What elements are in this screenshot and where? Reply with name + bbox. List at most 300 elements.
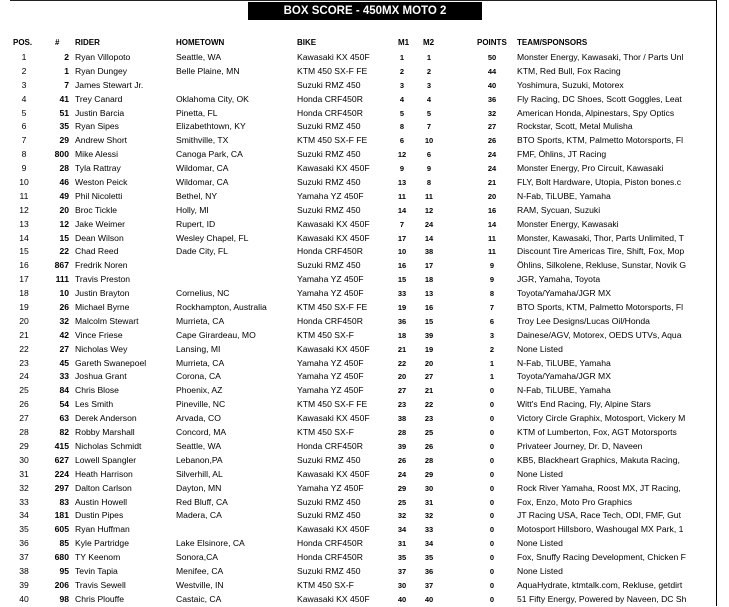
table-row <box>0 301 716 315</box>
cell-pos: 21 <box>19 329 29 340</box>
cell-m1: 40 <box>397 594 407 604</box>
cell-points: 32 <box>487 108 497 118</box>
cell-rider: Phil Nicoletti <box>75 190 123 201</box>
cell-m1: 7 <box>399 219 405 229</box>
cell-team: JT Racing USA, Race Tech, ODI, FMF, Gut <box>517 510 681 521</box>
cell-hometown: Corona, CA <box>176 371 221 382</box>
cell-number: 35 <box>59 121 69 132</box>
cell-bike: Yamaha YZ 450F <box>297 357 364 368</box>
cell-team: Öhlins, Silkolene, Rekluse, Sunstar, Novik G <box>517 260 687 271</box>
cell-m2: 13 <box>424 289 434 299</box>
cell-m1: 29 <box>397 483 407 493</box>
cell-rider: Vince Friese <box>75 329 123 340</box>
cell-team: Discount Tire Americas Tire, Shift, Fox, Mop <box>517 246 685 257</box>
table-row <box>0 79 716 93</box>
cell-points: 9 <box>489 261 495 271</box>
table-row <box>0 190 716 204</box>
cell-m1: 28 <box>397 428 407 438</box>
cell-rider: Ryan Villopoto <box>75 52 131 62</box>
cell-bike: Kawasaki KX 450F <box>297 524 370 535</box>
cell-rider: Dean Wilson <box>75 232 124 243</box>
cell-rider: Kyle Partridge <box>75 538 129 549</box>
header-rider: RIDER <box>75 38 100 47</box>
cell-hometown: Murrieta, CA <box>176 315 225 326</box>
cell-rider: Weston Peick <box>75 177 128 188</box>
cell-number: 45 <box>59 357 69 368</box>
cell-m2: 40 <box>424 594 434 604</box>
cell-team: KB5, Blackheart Graphics, Makuta Racing, <box>517 454 680 465</box>
cell-rider: Ryan Dungey <box>75 65 128 76</box>
cell-m2: 29 <box>424 469 434 479</box>
cell-number: 98 <box>59 593 69 604</box>
cell-pos: 32 <box>19 482 29 493</box>
cell-rider: Michael Byrne <box>75 302 130 313</box>
cell-rider: Nicholas Schmidt <box>75 440 142 451</box>
cell-team: BTO Sports, KTM, Palmetto Motorsports, Fl <box>517 302 684 313</box>
cell-hometown: Canoga Park, CA <box>176 149 243 160</box>
cell-pos: 27 <box>19 413 29 424</box>
cell-points: 0 <box>489 400 495 410</box>
cell-team: Privateer Journey, Dr. D, Naveen <box>517 440 643 451</box>
cell-points: 0 <box>489 414 495 424</box>
cell-pos: 12 <box>19 204 29 215</box>
cell-number: 54 <box>59 399 69 410</box>
cell-team: Motosport Hillsboro, Washougal MX Park, 1 <box>517 524 684 535</box>
cell-bike: Kawasaki KX 450F <box>297 468 370 479</box>
cell-hometown: Seattle, WA <box>176 52 222 62</box>
cell-m1: 10 <box>397 247 407 257</box>
cell-team: Toyota/Yamaha/JGR MX <box>517 288 611 299</box>
cell-bike: Suzuki RMZ 450 <box>297 454 361 465</box>
cell-pos: 8 <box>21 149 27 160</box>
cell-pos: 23 <box>19 357 29 368</box>
cell-rider: Justin Barcia <box>75 107 125 118</box>
cell-pos: 17 <box>19 274 29 285</box>
right-rule <box>716 0 717 606</box>
cell-points: 2 <box>489 344 495 354</box>
cell-m1: 8 <box>399 122 405 132</box>
cell-hometown: Murrieta, CA <box>176 357 225 368</box>
cell-bike: Kawasaki KX 450F <box>297 343 370 354</box>
cell-rider: Tyla Rattray <box>75 163 121 174</box>
cell-m1: 20 <box>397 372 407 382</box>
header-pos: POS. <box>13 38 33 47</box>
cell-bike: Honda CRF450R <box>297 93 363 104</box>
cell-number: 26 <box>59 302 69 313</box>
cell-hometown: Lebanon,PA <box>176 454 223 465</box>
cell-bike: Yamaha YZ 450F <box>297 288 364 299</box>
cell-team: KTM of Lumberton, Fox, AGT Motorsports <box>517 427 677 438</box>
table-row <box>0 315 716 329</box>
table-row <box>0 384 716 398</box>
cell-number: 111 <box>55 274 69 285</box>
cell-m2: 20 <box>424 358 434 368</box>
cell-rider: Trey Canard <box>75 93 123 104</box>
cell-rider: Robby Marshall <box>75 427 135 438</box>
cell-m2: 15 <box>424 316 434 326</box>
cell-hometown: Arvada, CO <box>176 413 221 424</box>
cell-bike: Yamaha YZ 450F <box>297 482 364 493</box>
cell-m2: 36 <box>424 566 434 576</box>
table-row <box>0 482 716 496</box>
cell-team: Witt's End Racing, Fly, Alpine Stars <box>517 399 651 410</box>
cell-rider: Andrew Short <box>75 135 128 146</box>
cell-m2: 1 <box>426 53 432 62</box>
cell-points: 7 <box>489 303 495 313</box>
table-row <box>0 148 716 162</box>
cell-m1: 36 <box>397 316 407 326</box>
cell-rider: Gareth Swanepoel <box>75 357 147 368</box>
cell-m1: 5 <box>399 108 405 118</box>
cell-m2: 28 <box>424 455 434 465</box>
cell-bike: Yamaha YZ 450F <box>297 371 364 382</box>
cell-m1: 33 <box>397 289 407 299</box>
cell-hometown: Elizabethtown, KY <box>176 121 246 132</box>
cell-bike: Kawasaki KX 450F <box>297 232 370 243</box>
cell-m2: 23 <box>424 414 434 424</box>
cell-m1: 24 <box>397 469 407 479</box>
cell-bike: Honda CRF450R <box>297 246 363 257</box>
cell-m1: 12 <box>397 150 407 160</box>
cell-number: 7 <box>64 79 69 90</box>
cell-number: 1 <box>64 65 69 76</box>
cell-pos: 22 <box>19 343 29 354</box>
cell-points: 6 <box>489 316 495 326</box>
cell-rider: Travis Sewell <box>75 579 126 590</box>
top-rule <box>10 0 716 1</box>
cell-number: 29 <box>59 135 69 146</box>
cell-number: 85 <box>59 538 69 549</box>
cell-points: 0 <box>489 386 495 396</box>
cell-m2: 7 <box>426 122 432 132</box>
cell-points: 11 <box>488 247 496 257</box>
cell-rider: Dalton Carlson <box>75 482 132 493</box>
cell-rider: Chris Blose <box>75 385 119 396</box>
cell-number: 627 <box>54 454 69 465</box>
table-row <box>0 343 716 357</box>
header-m1: M1 <box>398 38 410 47</box>
cell-team: Monster Energy, Kawasaki <box>517 218 619 229</box>
cell-bike: Kawasaki KX 450F <box>297 593 370 604</box>
cell-points: 0 <box>489 580 495 590</box>
cell-m2: 35 <box>424 553 434 563</box>
cell-points: 0 <box>489 428 495 438</box>
cell-team: Rockstar, Scott, Metal Mulisha <box>517 121 633 132</box>
cell-pos: 11 <box>19 190 29 201</box>
cell-points: 21 <box>487 178 497 188</box>
cell-m1: 16 <box>397 261 407 271</box>
cell-hometown: Belle Plaine, MN <box>176 65 240 76</box>
table-row <box>0 370 716 384</box>
cell-pos: 37 <box>19 552 29 563</box>
cell-m1: 19 <box>397 303 407 313</box>
cell-hometown: Smithville, TX <box>176 135 229 146</box>
table-row <box>0 162 716 176</box>
cell-points: 14 <box>487 219 497 229</box>
cell-rider: Justin Brayton <box>75 288 130 299</box>
cell-m2: 9 <box>426 164 432 174</box>
cell-hometown: Dayton, MN <box>176 482 222 493</box>
table-row <box>0 273 716 287</box>
cell-number: 83 <box>59 496 69 507</box>
cell-points: 0 <box>489 455 495 465</box>
table-row <box>0 412 716 426</box>
cell-rider: Tevin Tapia <box>75 565 118 576</box>
table-row <box>0 537 716 551</box>
cell-number: 32 <box>59 315 69 326</box>
cell-points: 0 <box>489 511 495 521</box>
cell-m2: 30 <box>424 483 434 493</box>
cell-team: American Honda, Alpinestars, Spy Optics <box>517 107 675 118</box>
cell-bike: Suzuki RMZ 450 <box>297 121 361 132</box>
cell-points: 24 <box>487 150 497 160</box>
cell-team: FMF, Öhlins, JT Racing <box>517 149 607 160</box>
table-row <box>0 134 716 148</box>
table-row <box>0 204 716 218</box>
cell-bike: Suzuki RMZ 450 <box>297 496 361 507</box>
cell-team: Troy Lee Designs/Lucas Oil/Honda <box>517 315 650 326</box>
table-row <box>0 93 716 107</box>
cell-m2: 31 <box>424 497 434 507</box>
cell-hometown: Oklahoma City, OK <box>176 93 249 104</box>
cell-m1: 30 <box>397 580 407 590</box>
cell-pos: 9 <box>21 163 27 174</box>
cell-rider: Nicholas Wey <box>75 343 128 354</box>
table-row <box>0 398 716 412</box>
cell-pos: 16 <box>19 260 29 271</box>
table-row <box>0 357 716 371</box>
cell-m2: 25 <box>424 428 434 438</box>
cell-pos: 5 <box>21 107 27 118</box>
cell-bike: Suzuki RMZ 450 <box>297 565 361 576</box>
cell-m1: 17 <box>397 233 407 243</box>
cell-rider: TY Keenom <box>75 552 121 563</box>
cell-number: 181 <box>54 510 69 521</box>
cell-bike: KTM 450 SX-F FE <box>297 135 368 146</box>
table-row <box>0 65 716 79</box>
cell-points: 24 <box>487 164 497 174</box>
cell-points: 26 <box>487 136 497 146</box>
cell-m1: 18 <box>397 330 407 340</box>
cell-pos: 25 <box>19 385 29 396</box>
cell-points: 0 <box>489 483 495 493</box>
cell-hometown: Castaic, CA <box>176 593 222 604</box>
cell-m1: 39 <box>397 441 407 451</box>
table-row <box>0 426 716 440</box>
cell-team: Fox, Snuffy Racing Development, Chicken F <box>517 552 686 563</box>
cell-m1: 1 <box>399 53 405 62</box>
cell-pos: 33 <box>19 496 29 507</box>
cell-points: 1 <box>489 358 495 368</box>
cell-m2: 18 <box>424 275 434 285</box>
cell-hometown: Silverhill, AL <box>176 468 223 479</box>
cell-points: 0 <box>489 441 495 451</box>
cell-points: 0 <box>489 553 495 563</box>
cell-m2: 8 <box>426 178 432 188</box>
cell-pos: 24 <box>19 371 29 382</box>
cell-pos: 18 <box>19 288 29 299</box>
cell-pos: 20 <box>19 315 29 326</box>
cell-number: 206 <box>54 579 69 590</box>
cell-team: KTM, Red Bull, Fox Racing <box>517 65 621 76</box>
cell-bike: Honda CRF450R <box>297 315 363 326</box>
cell-m1: 37 <box>397 566 407 576</box>
cell-hometown: Cornelius, NC <box>176 288 230 299</box>
cell-m1: 2 <box>399 66 405 76</box>
cell-pos: 3 <box>21 79 27 90</box>
cell-m1: 14 <box>397 205 407 215</box>
cell-bike: KTM 450 SX-F FE <box>297 302 368 313</box>
cell-points: 0 <box>489 539 495 549</box>
cell-m2: 4 <box>426 94 432 104</box>
cell-bike: KTM 450 SX-F FE <box>297 65 368 76</box>
cell-hometown: Holly, MI <box>176 204 209 215</box>
cell-team: Yoshimura, Suzuki, Motorex <box>517 79 624 90</box>
cell-hometown: Cape Girardeau, MO <box>176 329 256 340</box>
header-m2: M2 <box>423 38 435 47</box>
cell-bike: Suzuki RMZ 450 <box>297 149 361 160</box>
cell-m2: 32 <box>424 511 434 521</box>
cell-rider: Jake Weimer <box>75 218 125 229</box>
cell-hometown: Sonora,CA <box>176 552 219 563</box>
cell-m2: 27 <box>424 372 434 382</box>
cell-points: 50 <box>487 53 497 62</box>
cell-points: 16 <box>487 205 497 215</box>
cell-hometown: Rupert, ID <box>176 218 216 229</box>
cell-m2: 22 <box>424 400 434 410</box>
cell-pos: 28 <box>19 427 29 438</box>
cell-points: 0 <box>489 525 495 535</box>
cell-number: 415 <box>54 440 69 451</box>
cell-hometown: Menifee, CA <box>176 565 224 576</box>
cell-points: 0 <box>489 497 495 507</box>
cell-pos: 34 <box>19 510 29 521</box>
cell-team: Monster Energy, Pro Circuit, Kawasaki <box>517 163 664 174</box>
cell-pos: 7 <box>21 135 27 146</box>
cell-m1: 32 <box>397 511 407 521</box>
cell-m2: 19 <box>424 344 434 354</box>
header-hometown: HOMETOWN <box>176 38 225 47</box>
cell-hometown: Pineville, NC <box>176 399 226 410</box>
cell-bike: KTM 450 SX-F <box>297 579 354 590</box>
cell-team: N-Fab, TiLUBE, Yamaha <box>517 357 611 368</box>
cell-rider: Chad Reed <box>75 246 119 257</box>
cell-m1: 6 <box>399 136 405 146</box>
cell-points: 40 <box>487 80 497 90</box>
table-row <box>0 287 716 301</box>
cell-m1: 27 <box>397 386 407 396</box>
cell-number: 27 <box>59 343 69 354</box>
cell-team: BTO Sports, KTM, Palmetto Motorsports, Fl <box>517 135 684 146</box>
cell-team: None Listed <box>517 468 563 479</box>
cell-pos: 13 <box>19 218 29 229</box>
cell-m2: 38 <box>424 247 434 257</box>
cell-hometown: Lansing, MI <box>176 343 221 354</box>
cell-number: 46 <box>59 177 69 188</box>
cell-pos: 6 <box>21 121 27 132</box>
cell-bike: Honda CRF450R <box>297 107 363 118</box>
cell-bike: Kawasaki KX 450F <box>297 218 370 229</box>
cell-m1: 21 <box>397 344 407 354</box>
table-row <box>0 232 716 246</box>
cell-pos: 29 <box>19 440 29 451</box>
cell-rider: Austin Howell <box>75 496 128 507</box>
cell-team: Monster, Kawasaki, Thor, Parts Unlimited, T <box>517 232 684 243</box>
cell-m1: 38 <box>397 414 407 424</box>
header-number: # <box>55 38 60 47</box>
table-row <box>0 593 716 607</box>
cell-points: 8 <box>489 289 495 299</box>
cell-m1: 22 <box>397 358 407 368</box>
cell-number: 22 <box>59 246 69 257</box>
cell-team: Fly Racing, DC Shoes, Scott Goggles, Leat <box>517 93 682 104</box>
cell-m2: 37 <box>424 580 434 590</box>
cell-number: 2 <box>64 52 69 62</box>
table-row <box>0 329 716 343</box>
cell-team: N-Fab, TiLUBE, Yamaha <box>517 190 611 201</box>
cell-rider: Dustin Pipes <box>75 510 124 521</box>
cell-m2: 16 <box>424 303 434 313</box>
cell-number: 84 <box>59 385 69 396</box>
cell-m2: 33 <box>424 525 434 535</box>
cell-number: 297 <box>54 482 69 493</box>
cell-team: None Listed <box>517 343 563 354</box>
cell-bike: Kawasaki KX 450F <box>297 163 370 174</box>
cell-hometown: Pinetta, FL <box>176 107 218 118</box>
cell-number: 82 <box>59 427 69 438</box>
cell-pos: 14 <box>19 232 29 243</box>
table-row <box>0 454 716 468</box>
cell-rider: Travis Preston <box>75 274 131 285</box>
cell-points: 0 <box>489 566 495 576</box>
table-row <box>0 107 716 121</box>
cell-pos: 1 <box>21 52 27 62</box>
cell-points: 0 <box>489 594 495 604</box>
cell-m2: 39 <box>424 330 434 340</box>
table-row <box>0 176 716 190</box>
cell-number: 605 <box>54 524 69 535</box>
cell-bike: Honda CRF450R <box>297 440 363 451</box>
cell-hometown: Lake Elsinore, CA <box>176 538 245 549</box>
cell-number: 20 <box>59 204 69 215</box>
cell-m1: 3 <box>399 80 405 90</box>
cell-pos: 2 <box>21 65 27 76</box>
cell-number: 49 <box>59 190 69 201</box>
cell-m1: 31 <box>397 539 407 549</box>
cell-rider: Fredrik Noren <box>75 260 128 271</box>
cell-bike: Yamaha YZ 450F <box>297 385 364 396</box>
table-row <box>0 523 716 537</box>
cell-points: 27 <box>487 122 497 132</box>
cell-team: Fox, Enzo, Moto Pro Graphics <box>517 496 633 507</box>
cell-points: 1 <box>489 372 495 382</box>
cell-number: 15 <box>59 232 69 243</box>
cell-pos: 36 <box>19 538 29 549</box>
cell-pos: 4 <box>21 93 27 104</box>
table-row <box>0 579 716 593</box>
cell-hometown: Phoenix, AZ <box>176 385 223 396</box>
cell-m2: 21 <box>424 386 434 396</box>
cell-pos: 39 <box>19 579 29 590</box>
cell-team: Dainese/AGV, Motorex, OEDS UTVs, Aqua <box>517 329 682 340</box>
cell-rider: Ryan Sipes <box>75 121 119 132</box>
table-row <box>0 468 716 482</box>
cell-pos: 31 <box>19 468 29 479</box>
cell-team: None Listed <box>517 538 563 549</box>
cell-rider: Les Smith <box>75 399 114 410</box>
cell-bike: Yamaha YZ 450F <box>297 190 364 201</box>
cell-m2: 24 <box>424 219 434 229</box>
